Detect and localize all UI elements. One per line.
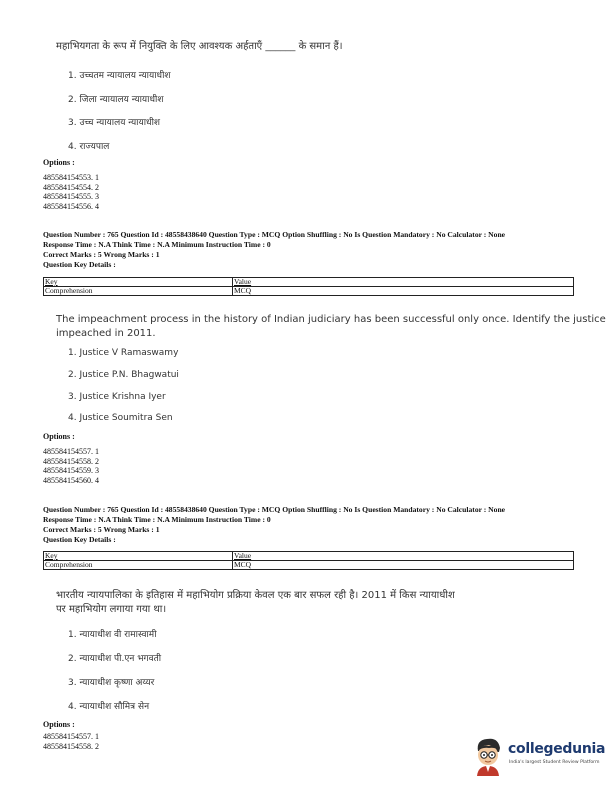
option-id: 485584154556. 4 [43, 201, 99, 211]
option-3: 3. उच्च न्यायालय न्यायाधीश [68, 118, 161, 128]
option-id: 485584154560. 4 [43, 475, 99, 485]
value-cell: MCQ [233, 287, 574, 296]
option-id: 485584154555. 3 [43, 192, 99, 202]
question-text [56, 313, 606, 341]
option-id: 485584154559. 3 [43, 466, 99, 476]
key-header: Key [44, 552, 233, 561]
question-line: impeached in 2011. [56, 328, 156, 339]
option-id: 485584154558. 2 [43, 456, 99, 466]
meta-line: Response Time : N.A Think Time : N.A Minimum Instruction Time : 0 [43, 240, 271, 249]
table-row [44, 561, 574, 570]
question-text: महाभियगता के रूप में नियुक्ति के लिए आवश्यक अर्हताएँ ______ के समान हैं। [56, 41, 343, 52]
option-4: 4. न्यायाधीश सौमित्र सेन [68, 702, 150, 712]
logo-name: collegedunia [508, 741, 606, 757]
key-header: Key [44, 278, 233, 287]
meta-line: Response Time : N.A Think Time : N.A Minimum Instruction Time : 0 [43, 515, 271, 524]
question-meta [43, 505, 505, 545]
question-key-table [43, 551, 574, 570]
option-ids [43, 447, 99, 485]
option-id: 485584154558. 2 [43, 741, 99, 751]
meta-line: Question Number : 765 Question Id : 48558438640 Question Type : MCQ Option Shuffling : No Is Question Mandatory : No Calculator : None [43, 505, 506, 514]
option-ids [43, 173, 99, 211]
option-2: 2. जिला न्यायालय न्यायाधीश [68, 95, 164, 105]
table-row [44, 287, 574, 296]
question-meta [43, 230, 505, 270]
option-id: 485584154557. 1 [43, 732, 99, 741]
option-2: 2. Justice P.N. Bhagwatui [68, 370, 179, 380]
option-3: 3. न्यायाधीश कृष्णा अय्यर [68, 678, 155, 688]
question-line: भारतीय न्यायपालिका के इतिहास में महाभियोग प्रक्रिया केवल एक बार सफल रही है। 2011 में किस न्यायाधीश [56, 590, 455, 601]
table-header-row [44, 552, 574, 561]
option-id: 485584154553. 1 [43, 173, 99, 182]
meta-line: Correct Marks : 5 Wrong Marks : 1 [43, 250, 160, 259]
option-3: 3. Justice Krishna Iyer [68, 392, 166, 402]
meta-line: Question Key Details : [43, 260, 116, 269]
table-header-row [44, 278, 574, 287]
question-text [56, 589, 455, 617]
option-4: 4. राज्यपाल [68, 142, 110, 152]
value-cell: MCQ [233, 561, 574, 570]
value-header: Value [233, 552, 574, 561]
question-line: The impeachment process in the history of Indian judiciary has been successful only once. Identify the justice [56, 314, 606, 325]
key-cell: Comprehension [44, 287, 233, 296]
question-key-table [43, 277, 574, 296]
option-2: 2. न्यायाधीश पी.एन भगवती [68, 654, 162, 664]
collegedunia-logo [472, 736, 612, 776]
options-label: Options : [43, 720, 75, 729]
option-1: 1. Justice V Ramaswamy [68, 348, 179, 358]
option-4: 4. Justice Soumitra Sen [68, 413, 173, 423]
option-ids [43, 732, 99, 751]
logo-tagline: India's largest Student Review Platform [509, 760, 600, 765]
question-line: पर महाभियोग लगाया गया था। [56, 604, 167, 615]
meta-line: Question Key Details : [43, 535, 116, 544]
option-1: 1. उच्चतम न्यायालय न्यायाधीश [68, 71, 171, 81]
mascot-icon [472, 736, 506, 776]
option-id: 485584154557. 1 [43, 447, 99, 456]
options-label: Options : [43, 432, 75, 441]
key-cell: Comprehension [44, 561, 233, 570]
value-header: Value [233, 278, 574, 287]
option-id: 485584154554. 2 [43, 182, 99, 192]
options-label: Options : [43, 158, 75, 167]
meta-line: Question Number : 765 Question Id : 48558438640 Question Type : MCQ Option Shuffling : No Is Question Mandatory : No Calculator : None [43, 230, 506, 239]
option-1: 1. न्यायाधीश वी रामास्वामी [68, 630, 157, 640]
meta-line: Correct Marks : 5 Wrong Marks : 1 [43, 525, 160, 534]
